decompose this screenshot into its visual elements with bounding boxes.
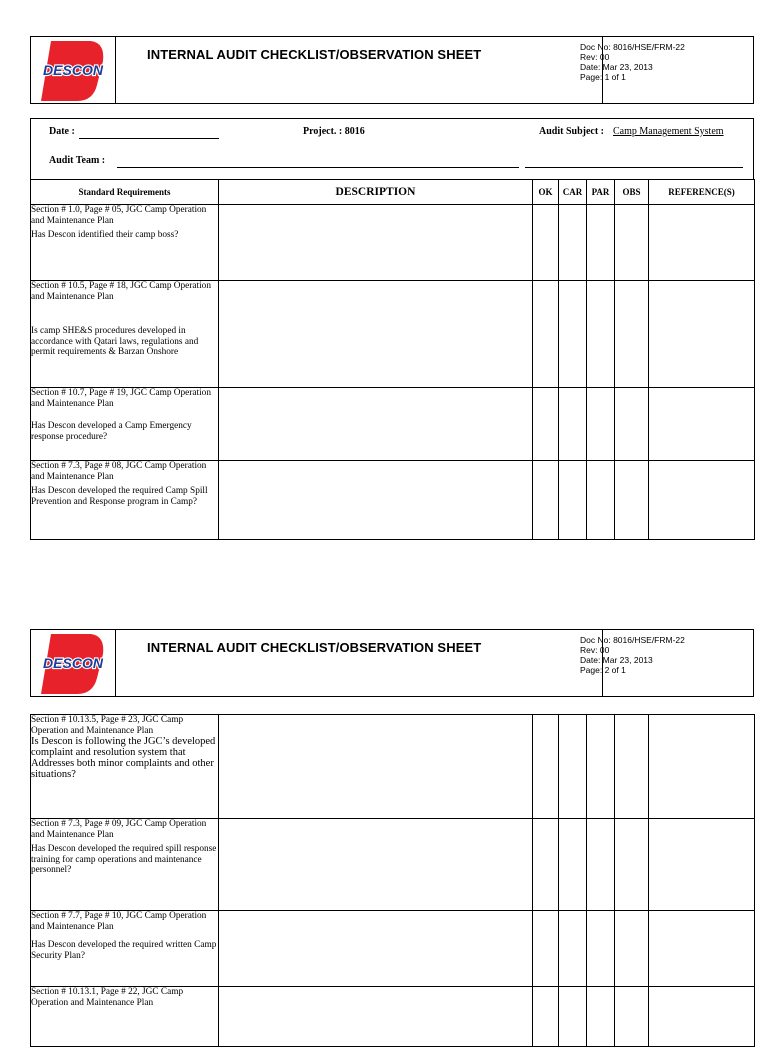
requirement-question: Has Descon identified their camp boss? [31, 230, 179, 240]
section-ref: Section # 7.3, Page # 08, JGC Camp Operation and Maintenance Plan [31, 461, 207, 482]
page1-checklist-table [30, 179, 755, 540]
page-number: Page: 2 of 1 [580, 665, 626, 675]
ok-cell[interactable] [533, 281, 559, 388]
requirement-cell [31, 388, 219, 461]
title-cell [115, 37, 603, 103]
requirement-question: Has Descon developed the required Camp Spill Prevention and Response program in Camp? [31, 486, 208, 507]
car-cell[interactable] [559, 819, 587, 911]
audit-team-label: Audit Team : [49, 155, 106, 166]
requirement-cell [31, 819, 219, 911]
audit-subject-value: Camp Management System [613, 126, 724, 137]
date-field[interactable] [79, 138, 219, 139]
obs-cell[interactable] [615, 911, 649, 987]
requirement-question: Is Descon is following the JGC’s developed complaint and resolution system that Addresses both minor complaints and other situations? [31, 736, 216, 780]
col-description: DESCRIPTION [219, 180, 533, 205]
doc-meta [580, 42, 685, 82]
table-row [31, 461, 755, 540]
requirement-cell [31, 461, 219, 540]
car-cell[interactable] [559, 461, 587, 540]
table-row [31, 987, 755, 1047]
table-row [31, 205, 755, 281]
par-cell[interactable] [587, 388, 615, 461]
svg-text:DESCON: DESCON [43, 62, 103, 78]
col-obs: OBS [615, 180, 649, 205]
table-row [31, 388, 755, 461]
table-row [31, 281, 755, 388]
requirement-question: Has Descon developed a Camp Emergency response procedure? [31, 421, 192, 442]
par-cell[interactable] [587, 205, 615, 281]
section-ref: Section # 10.7, Page # 19, JGC Camp Operation and Maintenance Plan [31, 388, 211, 409]
car-cell[interactable] [559, 205, 587, 281]
obs-cell[interactable] [615, 281, 649, 388]
description-cell[interactable] [219, 715, 533, 819]
car-cell[interactable] [559, 715, 587, 819]
car-cell[interactable] [559, 281, 587, 388]
obs-cell[interactable] [615, 819, 649, 911]
col-par: PAR [587, 180, 615, 205]
requirement-cell [31, 987, 219, 1047]
section-ref: Section # 7.3, Page # 09, JGC Camp Operation and Maintenance Plan [31, 819, 207, 840]
table-header-row [31, 180, 755, 205]
ok-cell[interactable] [533, 715, 559, 819]
description-cell[interactable] [219, 281, 533, 388]
ok-cell[interactable] [533, 987, 559, 1047]
requirement-cell [31, 911, 219, 987]
table-row [31, 911, 755, 987]
obs-cell[interactable] [615, 715, 649, 819]
doc-date: Date: Mar 23, 2013 [580, 62, 653, 72]
doc-number: Doc No: 8016/HSE/FRM-22 [580, 635, 685, 645]
doc-date: Date: Mar 23, 2013 [580, 655, 653, 665]
description-cell[interactable] [219, 911, 533, 987]
doc-number: Doc No: 8016/HSE/FRM-22 [580, 42, 685, 52]
ok-cell[interactable] [533, 388, 559, 461]
reference-cell[interactable] [649, 461, 755, 540]
table-row [31, 819, 755, 911]
description-cell[interactable] [219, 461, 533, 540]
audit-subject-label: Audit Subject : [539, 126, 605, 137]
descon-logo [37, 39, 109, 103]
audit-team-field-2[interactable] [525, 167, 743, 168]
section-ref: Section # 7.7, Page # 10, JGC Camp Operation and Maintenance Plan [31, 911, 207, 932]
par-cell[interactable] [587, 461, 615, 540]
par-cell[interactable] [587, 911, 615, 987]
section-ref: Section # 1.0, Page # 05, JGC Camp Operation and Maintenance Plan [31, 205, 207, 226]
requirement-cell [31, 281, 219, 388]
page-title: INTERNAL AUDIT CHECKLIST/OBSERVATION SHEET [147, 47, 482, 62]
page-title: INTERNAL AUDIT CHECKLIST/OBSERVATION SHEET [147, 640, 482, 655]
obs-cell[interactable] [615, 987, 649, 1047]
audit-info-box [30, 118, 754, 180]
page2-header [30, 629, 754, 697]
requirement-question: Has Descon developed the required spill response training for camp operations and maintenance personnel? [31, 844, 217, 875]
requirement-cell [31, 715, 219, 819]
par-cell[interactable] [587, 281, 615, 388]
title-cell [115, 630, 603, 696]
requirement-question: Is camp SHE&S procedures developed in accordance with Qatari laws, regulations and permit requirements & Barzan Onshore [31, 326, 199, 357]
logo-cell [31, 630, 116, 696]
revision: Rev: 00 [580, 645, 610, 655]
revision: Rev: 00 [580, 52, 610, 62]
col-ok: OK [533, 180, 559, 205]
par-cell[interactable] [587, 819, 615, 911]
doc-meta [580, 635, 685, 675]
ok-cell[interactable] [533, 819, 559, 911]
section-ref: Section # 10.5, Page # 18, JGC Camp Operation and Maintenance Plan [31, 281, 211, 302]
section-ref: Section # 10.13.1, Page # 22, JGC Camp Operation and Maintenance Plan [31, 987, 184, 1008]
page1-header [30, 36, 754, 104]
page-number: Page: 1 of 1 [580, 72, 626, 82]
section-ref: Section # 10.13.5, Page # 23, JGC Camp Operation and Maintenance Plan [31, 715, 184, 736]
audit-team-field[interactable] [117, 167, 519, 168]
car-cell[interactable] [559, 911, 587, 987]
description-cell[interactable] [219, 205, 533, 281]
description-cell[interactable] [219, 819, 533, 911]
reference-cell[interactable] [649, 911, 755, 987]
logo-cell [31, 37, 116, 103]
ok-cell[interactable] [533, 205, 559, 281]
reference-cell[interactable] [649, 987, 755, 1047]
car-cell[interactable] [559, 388, 587, 461]
reference-cell[interactable] [649, 281, 755, 388]
date-label: Date : [49, 126, 75, 137]
car-cell[interactable] [559, 987, 587, 1047]
ok-cell[interactable] [533, 911, 559, 987]
obs-cell[interactable] [615, 388, 649, 461]
svg-text:DESCON: DESCON [43, 655, 103, 671]
descon-logo [37, 632, 109, 696]
description-cell[interactable] [219, 987, 533, 1047]
par-cell[interactable] [587, 987, 615, 1047]
requirement-question: Has Descon developed the required written Camp Security Plan? [31, 940, 217, 961]
ok-cell[interactable] [533, 461, 559, 540]
requirement-cell [31, 205, 219, 281]
obs-cell[interactable] [615, 461, 649, 540]
page2-checklist-table [30, 714, 755, 1047]
col-car: CAR [559, 180, 587, 205]
table-row [31, 715, 755, 819]
reference-cell[interactable] [649, 819, 755, 911]
col-standard-requirements: Standard Requirements [31, 180, 219, 205]
reference-cell[interactable] [649, 205, 755, 281]
col-references: REFERENCE(S) [649, 180, 755, 205]
project-label: Project. : 8016 [303, 126, 365, 137]
description-cell[interactable] [219, 388, 533, 461]
reference-cell[interactable] [649, 715, 755, 819]
reference-cell[interactable] [649, 388, 755, 461]
par-cell[interactable] [587, 715, 615, 819]
obs-cell[interactable] [615, 205, 649, 281]
